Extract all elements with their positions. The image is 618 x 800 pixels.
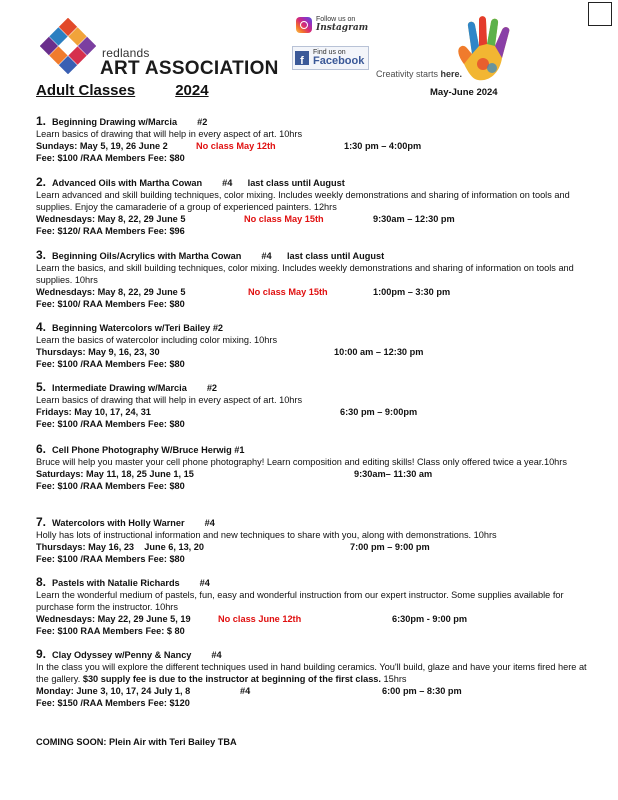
- class-description: Learn the basics of watercolor including color mixing. 10hrs: [36, 335, 278, 345]
- class-note: No class May 15th: [244, 214, 324, 224]
- class-time: 6:30pm - 9:00 pm: [392, 614, 468, 624]
- class-heading: 2. Advanced Oils with Martha Cowan #4 last class until August: [36, 175, 345, 189]
- class-description: Learn basics of drawing that will help in every aspect of art. 10hrs: [36, 395, 303, 405]
- class-fee: Fee: $100 /RAA Members Fee: $80: [36, 554, 185, 564]
- facebook-icon: f: [295, 51, 309, 65]
- class-description: Learn the wonderful medium of pastels, fun, easy and wonderful instruction from our expert instructor. Some supplies available for purchase form the instructor. 10hrs: [36, 590, 564, 612]
- class-schedule: Thursdays: May 9, 16, 23, 30 10:00 am – 12:30 pm: [36, 347, 424, 357]
- class-description: Learn the basics, and skill building techniques, color mixing. Includes weekly demonstrations and sharing of information on tools and supplies. 10hrs: [36, 263, 574, 285]
- class-5: [36, 381, 596, 430]
- instagram-badge[interactable]: [296, 16, 368, 33]
- class-fee: Fee: $100 /RAA Members Fee: $80: [36, 359, 185, 369]
- coming-soon: COMING SOON: Plein Air with Teri Bailey TBA: [36, 737, 237, 747]
- class-fee: Fee: $120/ RAA Members Fee: $96: [36, 226, 185, 236]
- supply-fee-note: $30 supply fee is due to the instructor at beginning of the first class.: [82, 674, 381, 684]
- class-heading: 3. Beginning Oils/Acrylics with Martha Cowan #4 last class until August: [36, 248, 385, 262]
- class-7: [36, 516, 596, 565]
- class-3: [36, 249, 596, 310]
- class-time: 10:00 am – 12:30 pm: [334, 347, 424, 357]
- instagram-follow-text: Follow us on: [316, 16, 356, 23]
- class-6: [36, 443, 596, 492]
- class-heading: 6. Cell Phone Photography W/Bruce Herwig #1: [36, 442, 245, 456]
- org-name-big: ART ASSOCIATION: [100, 58, 279, 79]
- class-schedule: Sundays: May 5, 19, 26 June 2 No class May 12th 1:30 pm – 4:00pm: [36, 141, 422, 151]
- class-time: 9:30am– 11:30 am: [354, 469, 433, 479]
- class-note: No class May 12th: [196, 141, 276, 151]
- class-fee: Fee: $150 /RAA Members Fee: $120: [36, 698, 190, 708]
- class-fee: Fee: $100 /RAA Members Fee: $80: [36, 153, 185, 163]
- class-schedule: Wednesdays: May 22, 29 June 5, 19 No class June 12th 6:30pm - 9:00 pm: [36, 614, 468, 624]
- facebook-name: Facebook: [313, 55, 365, 67]
- instagram-icon: [296, 17, 312, 33]
- class-time: 9:30am – 12:30 pm: [373, 214, 455, 224]
- class-time: 6:30 pm – 9:00pm: [340, 407, 418, 417]
- class-description: Holly has lots of instructional information and new techniques to share with you, along with demonstrations. 10hrs: [36, 530, 497, 540]
- class-heading: 7. Watercolors with Holly Warner #4: [36, 515, 215, 529]
- class-schedule: Monday: June 3, 10, 17, 24 July 1, 8 #4 6:00 pm – 8:30 pm: [36, 686, 462, 696]
- class-heading: 4. Beginning Watercolors w/Teri Bailey #2: [36, 320, 224, 334]
- class-description: Bruce will help you master your cell phone photography! Learn composition and editing skills! Class only offered twice a year.10hrs: [36, 457, 567, 467]
- class-heading: 8. Pastels with Natalie Richards #4: [36, 575, 210, 589]
- facebook-find-text: Find us on: [313, 49, 346, 56]
- class-2: [36, 176, 596, 237]
- raa-logo: [40, 18, 96, 74]
- class-heading: 5. Intermediate Drawing w/Marcia #2: [36, 380, 218, 394]
- class-9: [36, 648, 596, 709]
- class-description: In the class you will explore the different techniques used in hand building ceramics. You'll build, glaze and have your items fired here at the gallery. $30 supply fee is due to the instructor at beginning of the first class. 15hrs: [36, 662, 587, 684]
- class-description: Learn advanced and skill building techniques, color mixing. Includes weekly demonstrations and sharing of information on tools and supplies. Enjoy the camaraderie of a group of experienced painters. 12hrs: [36, 190, 570, 212]
- class-schedule: Wednesdays: May 8, 22, 29 June 5 No class May 15th 9:30am – 12:30 pm: [36, 214, 455, 224]
- class-schedule: Saturdays: May 11, 18, 25 June 1, 15 9:30am– 11:30 am: [36, 469, 433, 479]
- tagline: Creativity starts here.: [376, 69, 463, 79]
- class-time: 1:00pm – 3:30 pm: [373, 287, 451, 297]
- class-time: 1:30 pm – 4:00pm: [344, 141, 422, 151]
- class-fee: Fee: $100 RAA Members Fee: $ 80: [36, 626, 185, 636]
- term-dates: May-June 2024: [430, 87, 498, 98]
- class-time: 7:00 pm – 9:00 pm: [350, 542, 430, 552]
- class-1: [36, 115, 596, 164]
- corner-checkbox: [588, 2, 612, 26]
- class-4: [36, 321, 596, 370]
- class-fee: Fee: $100/ RAA Members Fee: $80: [36, 299, 185, 309]
- class-8: [36, 576, 596, 637]
- facebook-badge[interactable]: [292, 46, 369, 70]
- class-description: Learn basics of drawing that will help in every aspect of art. 10hrs: [36, 129, 303, 139]
- class-tag-repeat: #4: [240, 686, 251, 696]
- class-schedule: Thursdays: May 16, 23 June 6, 13, 20 7:00 pm – 9:00 pm: [36, 542, 430, 552]
- class-time: 6:00 pm – 8:30 pm: [382, 686, 462, 696]
- class-fee: Fee: $100 /RAA Members Fee: $80: [36, 419, 185, 429]
- painted-hand-icon: [450, 12, 522, 86]
- class-fee: Fee: $100 /RAA Members Fee: $80: [36, 481, 185, 491]
- org-name-small: redlands: [102, 46, 150, 60]
- instagram-name: Instagram: [316, 23, 369, 33]
- class-heading: 1. Beginning Drawing w/Marcia #2: [36, 114, 208, 128]
- class-schedule: Fridays: May 10, 17, 24, 31 6:30 pm – 9:00pm: [36, 407, 418, 417]
- class-heading: 9. Clay Odyssey w/Penny & Nancy #4: [36, 647, 222, 661]
- page-title: Adult Classes 2024: [36, 82, 209, 99]
- class-note: No class May 15th: [248, 287, 328, 297]
- class-note: No class June 12th: [218, 614, 302, 624]
- class-schedule: Wednesdays: May 8, 22, 29 June 5 No class May 15th 1:00pm – 3:30 pm: [36, 287, 451, 297]
